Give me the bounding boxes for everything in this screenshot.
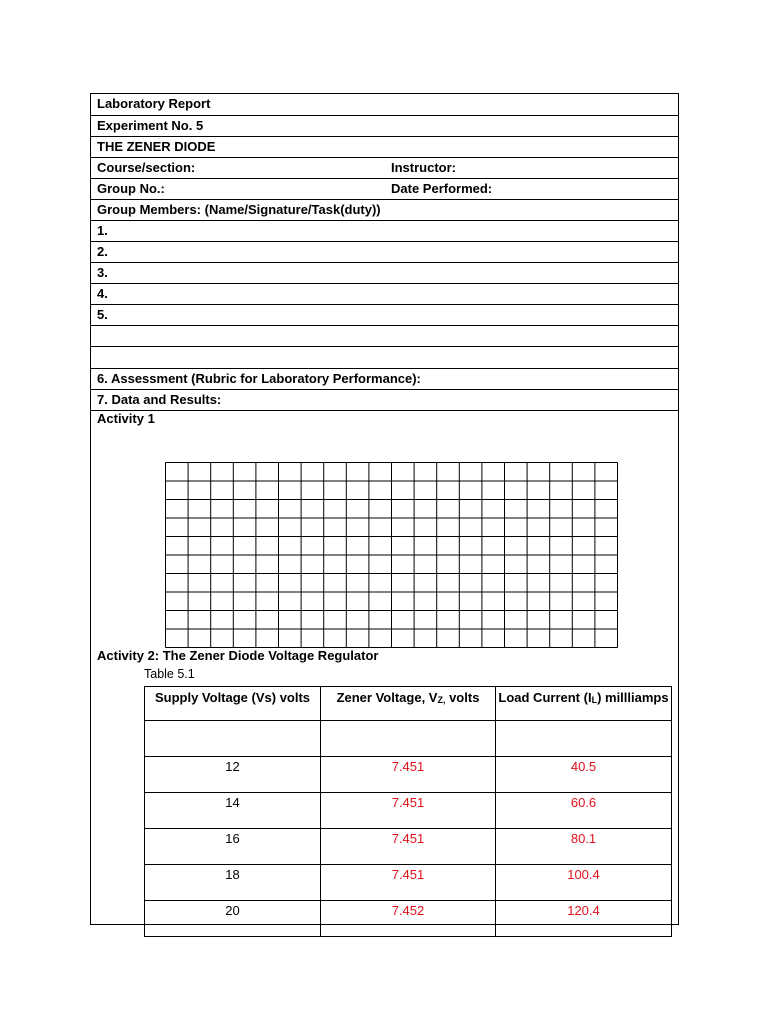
table-row xyxy=(145,793,672,829)
table-header-row xyxy=(145,687,672,721)
member-row xyxy=(91,305,678,326)
blank-row xyxy=(91,347,678,369)
row-subject xyxy=(91,137,678,158)
member-row xyxy=(91,242,678,263)
zener-voltage-cell: 7.451 xyxy=(321,757,496,793)
date-label: Date Performed: xyxy=(391,181,493,196)
table-row xyxy=(145,829,672,865)
supply-voltage-cell: 20 xyxy=(145,901,321,937)
experiment-number: Experiment No. 5 xyxy=(97,118,204,133)
col-supply-voltage: Supply Voltage (Vs) volts xyxy=(145,687,321,721)
row-data-results xyxy=(91,390,678,411)
report-title: Laboratory Report xyxy=(97,96,211,111)
table-row xyxy=(145,865,672,901)
load-current-cell: 120.4 xyxy=(496,901,672,937)
row-course xyxy=(91,158,678,179)
table-row-blank xyxy=(145,721,672,757)
load-current-cell: 100.4 xyxy=(496,865,672,901)
member-number: 3. xyxy=(97,265,108,280)
member-number: 5. xyxy=(97,307,108,322)
table-row xyxy=(145,901,672,937)
activity2-title: Activity 2: The Zener Diode Voltage Regulator xyxy=(97,648,379,663)
zener-table xyxy=(144,686,672,937)
graph-grid xyxy=(165,462,618,648)
member-row xyxy=(91,263,678,284)
members-label: Group Members: (Name/Signature/Task(duty)) xyxy=(97,202,381,217)
supply-voltage-cell: 18 xyxy=(145,865,321,901)
member-row xyxy=(91,221,678,242)
experiment-title: THE ZENER DIODE xyxy=(97,139,216,154)
table-row xyxy=(145,757,672,793)
zener-voltage-cell: 7.451 xyxy=(321,793,496,829)
col-zener-voltage: Zener Voltage, $V_{Z,}$ volts xyxy=(321,687,496,721)
zener-voltage-cell: 7.451 xyxy=(321,865,496,901)
table-caption: Table 5.1 xyxy=(144,667,195,681)
activity1-title: Activity 1 xyxy=(97,411,155,426)
col-load-current: Load Current $(I_L)$ millliamps xyxy=(496,687,672,721)
blank-row xyxy=(91,326,678,347)
member-number: 1. xyxy=(97,223,108,238)
row-group xyxy=(91,179,678,200)
data-results-label: 7. Data and Results: xyxy=(97,392,222,407)
report-frame xyxy=(90,93,679,925)
row-members-header xyxy=(91,200,678,221)
supply-voltage-cell: 16 xyxy=(145,829,321,865)
load-current-cell: 40.5 xyxy=(496,757,672,793)
row-title xyxy=(91,94,678,116)
instructor-label: Instructor: xyxy=(391,160,456,175)
load-current-cell: 80.1 xyxy=(496,829,672,865)
zener-voltage-cell: 7.452 xyxy=(321,901,496,937)
row-experiment xyxy=(91,116,678,137)
member-number: 2. xyxy=(97,244,108,259)
group-label: Group No.: xyxy=(97,181,165,196)
member-row xyxy=(91,284,678,305)
assessment-label: 6. Assessment (Rubric for Laboratory Performance): xyxy=(97,371,421,386)
row-assessment xyxy=(91,369,678,390)
supply-voltage-cell: 12 xyxy=(145,757,321,793)
zener-voltage-cell: 7.451 xyxy=(321,829,496,865)
member-number: 4. xyxy=(97,286,108,301)
supply-voltage-cell: 14 xyxy=(145,793,321,829)
course-label: Course/section: xyxy=(97,160,196,175)
load-current-cell: 60.6 xyxy=(496,793,672,829)
